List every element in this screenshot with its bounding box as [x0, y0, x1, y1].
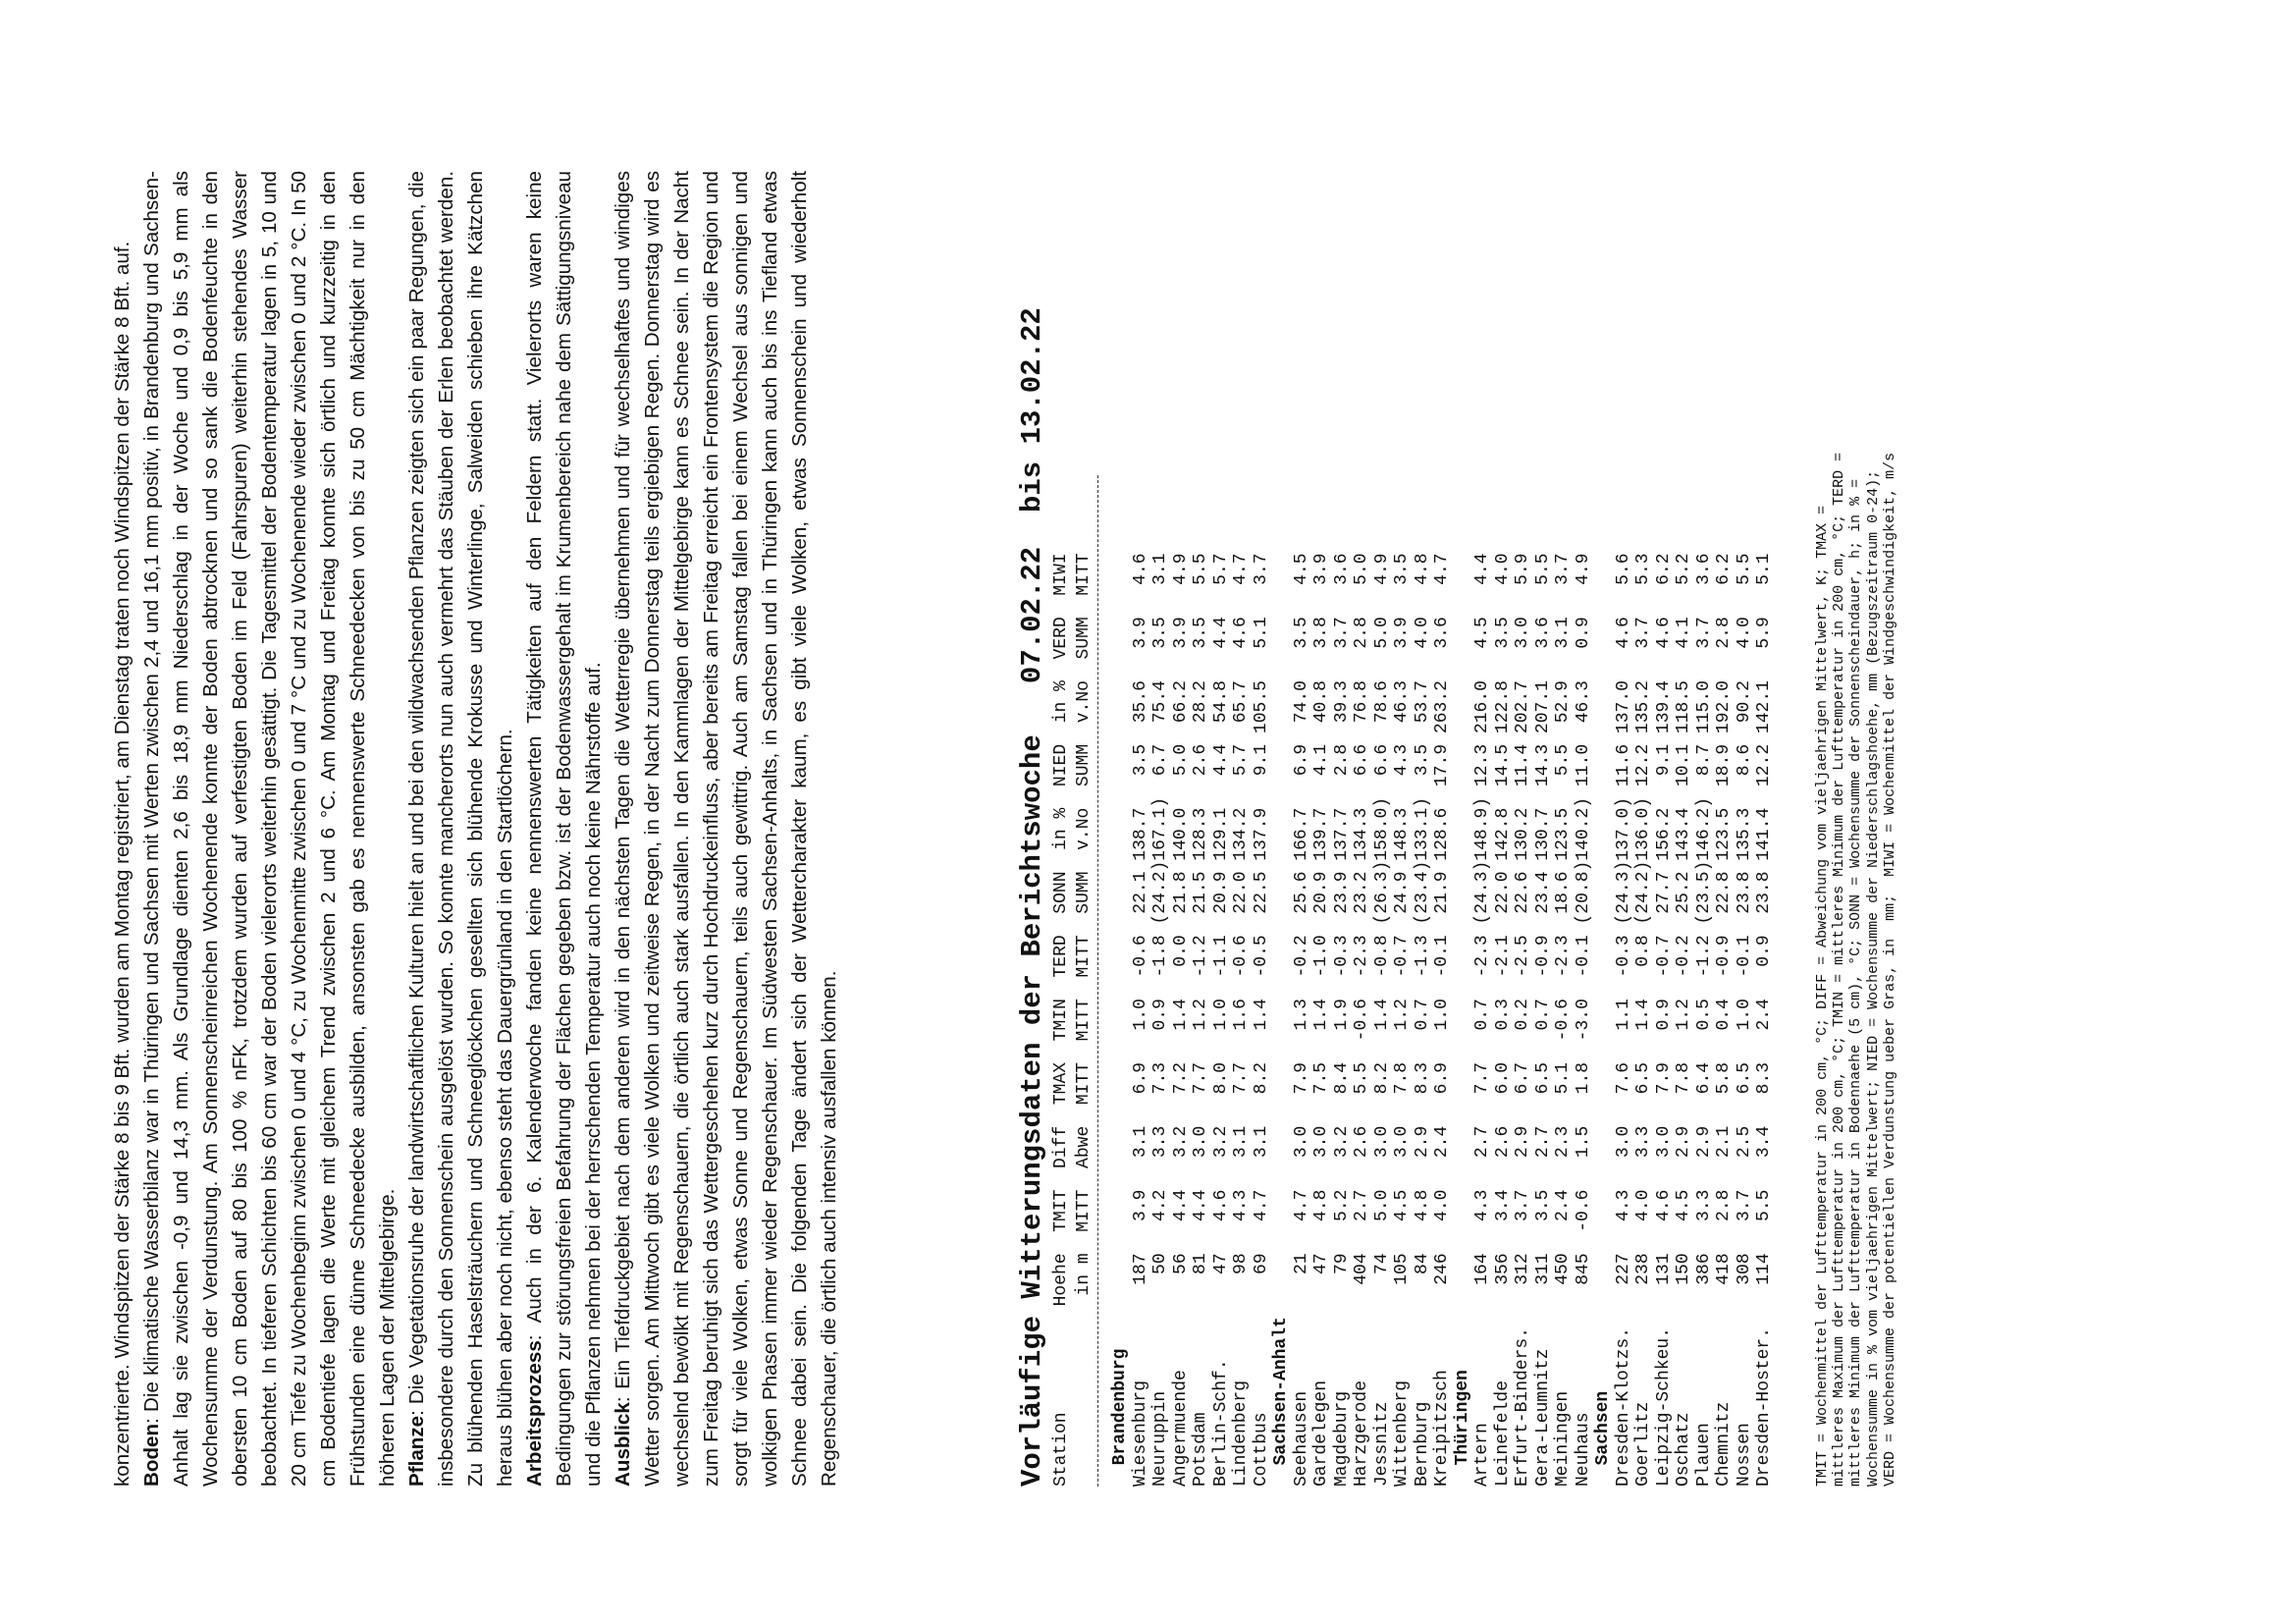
table-row: Nossen 308 3.7 2.5 6.5 1.0 -0.1 23.8 135.3 8.6 90.2 4.0 5.5 [1734, 553, 1754, 1487]
pflanze-label: Pflanze [405, 1415, 428, 1487]
table-row: Lindenberg 98 4.3 3.1 7.7 1.6 -0.6 22.0 134.2 5.7 65.7 4.6 4.7 [1231, 553, 1251, 1487]
table-row: Oschatz 150 4.5 2.9 7.8 1.2 -0.2 25.2 143.4 10.1 118.5 4.1 5.2 [1674, 553, 1693, 1487]
table-row: Harzgerode 404 2.7 2.6 5.5 -0.6 -2.3 23.2 134.3 6.6 76.8 2.8 5.0 [1352, 553, 1371, 1487]
table-row: Artern 164 4.3 2.7 7.7 0.7 -2.3 (24.3)148.9) 12.3 216.0 4.5 4.4 [1472, 553, 1492, 1487]
intro-paragraph: konzentrierte. Windspitzen der Stärke 8 bis 9 Bft. wurden am Montag registriert, am Dienstag traten noch Windspitzen der Stärke 8 Bft. auf. [111, 241, 133, 1487]
legend [1814, 132, 1899, 1487]
table-row: Plauen 386 3.3 2.9 6.4 0.5 -1.2 (23.5)146.2) 8.7 115.0 3.7 3.6 [1693, 553, 1714, 1487]
legend-line: Wochensumme in % vom vieljaehrigen Mittelwert; NIED = Wochensumme der Niederschlagshoehe, mm (Bezugszeitraum 0-24); [1864, 469, 1882, 1487]
table-header-line-2: in m MITT Abwe MITT MITT MITT SUMM v.No SUMM v.No SUMM MITT [1073, 553, 1094, 1487]
table-row: Dresden-Klotzs. 227 4.3 3.0 7.6 1.1 -0.3 (24.3)137.0) 11.6 137.0 4.6 5.6 [1613, 553, 1633, 1487]
region-heading: Thüringen [1452, 1370, 1472, 1487]
table-row: Neuruppin 50 4.2 3.3 7.3 0.9 -1.8 (24.2)167.1) 6.7 75.4 3.5 3.1 [1150, 553, 1170, 1487]
table-row: Jessnitz 74 5.0 3.0 8.2 1.4 -0.8 (26.3)158.0) 6.6 78.6 5.0 4.9 [1371, 553, 1392, 1487]
ausblick-label: Ausblick [612, 1402, 634, 1487]
table-row: Wittenberg 105 4.5 3.0 7.8 1.2 -0.7 24.9 148.3 4.3 46.3 3.9 3.5 [1392, 553, 1412, 1487]
table-row: Bernburg 84 4.8 2.9 8.3 0.7 -1.3 (23.4)133.1) 3.5 53.7 4.0 4.8 [1412, 553, 1432, 1487]
table-row: Leinefelde 356 3.4 2.6 6.0 0.3 -2.1 22.0 142.8 14.5 122.8 3.5 4.0 [1492, 553, 1513, 1487]
header-divider [1097, 475, 1098, 1487]
boden-paragraph: Boden: Die klimatische Wasserbilanz war in Thüringen und Sachsen mit Werten zwischen 2,4 und 16,1 mm positiv, in Brandenburg und Sachsen-Anhalt lag sie zwischen -0,9 und 14,3 mm. Als Grundlage dienten 2,6 bis 18,9 mm Niederschlag in der Woche und 0,9 bis 5,9 mm als Wochensumme der Verdunstung. Am Sonnenscheinreichen Wochenende konnte der Boden abtrocknen und so sank die Bodenfeuchte in den obersten 10 cm Boden auf 80 bis 100 % nFK, trotzdem wurden auf verfestigten Boden im Feld (Fahrspuren) weiterhin stehendes Wasser beobachtet. In tieferen Schichten bis 60 cm war der Boden vielerorts weiterhin gesättigt. Die Tagesmittel der Bodentemperatur lagen in 5, 10 und 20 cm Tiefe zu Wochenbeginn zwischen 0 und 4 °C, zu Wochenmitte zwischen 0 und 7 °C und zu Wochenende wieder zwischen 0 und 2 °C. In 50 cm Bodentiefe lagen die Werte mit gleichem Trend zwischen 2 und 6 °C. Am Montag und Freitag konnte sich örtlich und kurzzeitig in den Frühstunden eine dünne Schneedecke ausbilden, ansonsten gab es nennenswerte Schneedecken von bis zu 50 cm Mächtigkeit nur in den höheren Lagen der Mittelgebirge. [140, 171, 399, 1487]
table-row: Neuhaus 845 -0.6 1.5 1.8 -3.0 -0.1 (20.8)140.2) 11.0 46.3 0.9 4.9 [1573, 553, 1593, 1487]
ausblick-paragraph: Ausblick: Ein Tiefdruckgebiet nach dem anderen wird in den nächsten Tagen die Wetterregie übernehmen und für wechselhaftes und windiges Wetter sorgen. Am Mittwoch gibt es viele Wolken und zeitweise Regen, in der Nacht zum Donnerstag teils ergiebigen Regen. Donnerstag wird es wechselnd bewölkt mit Regenschauern, die örtlich auch stark ausfallen. In den Kammlagen der Mittelgebirge kann es Schnee sein. In der Nacht zum Freitag beruhigt sich das Wettergeschehen kurz durch Hochdruckeinfluss, aber bereits am Freitag erreicht ein Frontensystem die Region und sorgt für viele Wolken, etwas Sonne und Regenschauern, teils auch gewittrig. Auch am Samstag fallen bei einem Wechsel aus sonnigen und wolkigen Phasen immer wieder Regenschauer. Im Südwesten Sachsen-Anhalts, in Sachsen und in Thüringen kann auch bis ins Tiefland etwas Schnee dabei sein. Die folgenden Tage ändert sich der Wettercharakter kaum, es gibt viele Wolken, etwas Sonnenschein und wiederholt Regenschauer, die örtlich auch intensiv ausfallen können. [612, 171, 840, 1487]
table-row: Potsdam 81 4.4 3.0 7.7 1.2 -1.2 21.5 128.3 2.6 28.2 3.5 5.5 [1191, 553, 1210, 1487]
arbeitsprozess-paragraph: Arbeitsprozess: Auch in der 6. Kalenderwoche fanden keine nennenswerten Tätigkeiten auf den Feldern statt. Vielerorts waren keine Bedingungen zur störungsfreien Befahrung der Flächen gegeben bzw. ist der Bodenwassergehalt im Krumenbereich nahe dem Sättigungsniveau und die Pflanzen nehmen bei der herrschenden Temperatur auch noch keine Nährstoffe auf. [523, 171, 605, 1487]
region-heading: Brandenburg [1110, 1348, 1130, 1487]
table-row: Gardelegen 47 4.8 3.0 7.5 1.4 -1.0 20.9 139.7 4.1 40.8 3.8 3.9 [1311, 553, 1331, 1487]
region-heading: Sachsen [1593, 1390, 1613, 1487]
table-row: Magdeburg 79 5.2 3.2 8.4 1.9 -0.3 23.9 137.7 2.8 39.3 3.7 3.6 [1331, 553, 1352, 1487]
legend-line: TMIT = Wochenmittel der Lufttemperatur in 200 cm, °C; DIFF = Abweichung vom vieljaehrigen Mittelwert, K; TMAX = [1813, 505, 1831, 1487]
legend-line: mittleres Maximum der Lufttemperatur in 200 cm, °C; TMIN = mittleres Minimum der Lufttemperatur in 200 cm, °C; TERD = [1830, 452, 1847, 1487]
legend-line: mittleres Minimum der Lufttemperatur in Bodennaehe (5 cm), °C; SONN = Wochensumme der Sonnenscheindauer, h; in % = [1847, 478, 1865, 1487]
table-row: Angermuende 56 4.4 3.2 7.2 1.4 0.0 21.8 140.0 5.0 66.2 3.9 4.9 [1170, 553, 1191, 1487]
table-row: Leipzig-Schkeu. 131 4.6 3.0 7.9 0.9 -0.7 27.7 156.2 9.1 139.4 4.6 6.2 [1653, 553, 1674, 1487]
region-heading: Sachsen-Anhalt [1271, 1317, 1291, 1487]
table-row: Seehausen 21 4.7 3.0 7.9 1.3 -0.2 25.6 166.7 6.9 74.0 3.5 4.5 [1291, 553, 1311, 1487]
report-title: Vorläufige Witterungsdaten der Berichtswoche 07.02.22 bis 13.02.22 [1016, 307, 1048, 1487]
boden-label: Boden [140, 1423, 163, 1487]
table-row: Gera-Leumnitz 311 3.5 2.7 6.5 0.7 -0.9 23.4 130.7 14.3 207.1 3.6 5.5 [1532, 553, 1553, 1487]
pflanze-paragraph: Pflanze: Die Vegetationsruhe der landwirtschaftlichen Kulturen hielt an und bei den wildwachsenden Pflanzen zeigten sich ein paar Regungen, die insbesondere durch den Sonnenschein ausgelöst wurden. So konnte mancherorts nun auch vermehrt das Stäuben der Erlen beobachtet werden. Zu blühenden Haselsträuchern und Schneeglöckchen gesellten sich blühende Krokusse und Winterlinge, Salweiden schieben ihre Kätzchen heraus blühen aber noch nicht, ebenso steht das Dauergrünland in den Startlöchern. [405, 171, 516, 1487]
arbeitsprozess-label: Arbeitsprozess [523, 1340, 546, 1487]
table-row: Berlin-Schf. 47 4.6 3.2 8.0 1.0 -1.1 20.9 129.1 4.4 54.8 4.4 5.7 [1210, 553, 1231, 1487]
legend-line: VERD = Wochensumme der potentiellen Verdunstung ueber Gras, in mm; MIWI = Wochenmittel der Windgeschwindigkeit, m/s [1882, 452, 1899, 1487]
table-row: Chemnitz 418 2.8 2.1 5.8 0.4 -0.9 22.8 123.5 18.9 192.0 2.8 6.2 [1714, 553, 1734, 1487]
weather-report [1016, 132, 1899, 1487]
narrative-text [108, 171, 844, 1487]
table-row: Kreipitzsch 246 4.0 2.4 6.9 1.0 -0.1 21.9 128.6 17.9 263.2 3.6 4.7 [1432, 553, 1452, 1487]
table-row: Goerlitz 238 4.0 3.3 6.5 1.4 0.8 (24.2)136.0) 12.2 135.2 3.7 5.3 [1633, 553, 1653, 1487]
table-header-line-1: Station Hoehe TMIT Diff TMAX TMIN TERD SONN in % NIED in % VERD MIWI [1051, 553, 1071, 1487]
table-row: Erfurt-Binders. 312 3.7 2.9 6.7 0.2 -2.5 22.6 130.2 11.4 202.7 3.0 5.9 [1513, 553, 1532, 1487]
station-table [1110, 132, 1775, 1487]
table-row: Cottbus 69 4.7 3.1 8.2 1.4 -0.5 22.5 137.9 9.1 105.5 5.1 3.7 [1251, 553, 1271, 1487]
table-row: Wiesenburg 187 3.9 3.1 6.9 1.0 -0.6 22.1 138.7 3.5 35.6 3.9 4.6 [1130, 553, 1150, 1487]
table-row: Meiningen 450 2.4 2.3 5.1 -0.6 -2.3 18.6 123.5 5.5 52.9 3.1 3.7 [1553, 553, 1573, 1487]
table-row: Dresden-Hoster. 114 5.5 3.4 8.3 2.4 0.9 23.8 141.4 12.2 142.1 5.9 5.1 [1754, 553, 1774, 1487]
